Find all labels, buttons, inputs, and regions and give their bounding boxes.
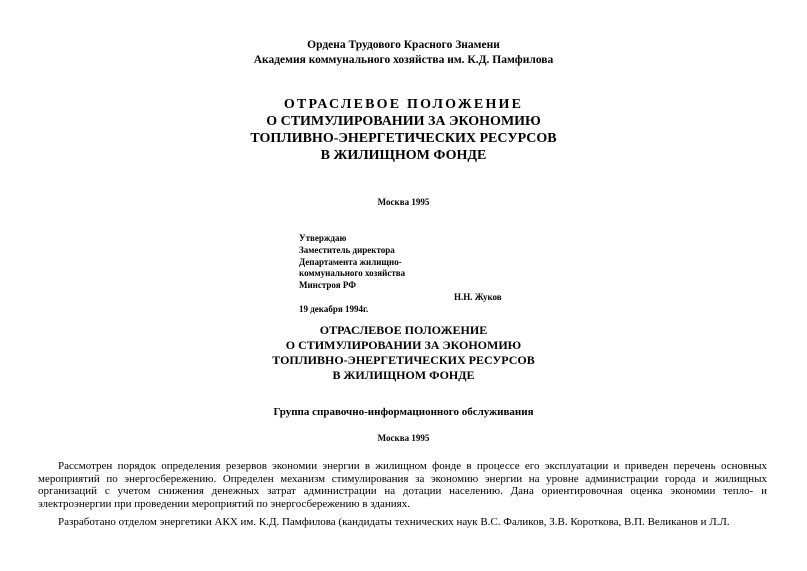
title-line-3: ТОПЛИВНО-ЭНЕРГЕТИЧЕСКИХ РЕСУРСОВ: [250, 131, 557, 146]
title-line-1: ОТРАСЛЕВОЕ ПОЛОЖЕНИЕ: [283, 97, 524, 112]
document-title-repeat: [0, 323, 807, 383]
city-year: Москва 1995: [377, 197, 430, 207]
title-repeat-line-1: ОТРАСЛЕВОЕ ПОЛОЖЕНИЕ: [319, 323, 488, 337]
title-repeat-line-2: О СТИМУЛИРОВАНИИ ЗА ЭКОНОМИЮ: [285, 338, 522, 352]
approval-line-4: коммунального хозяйства: [299, 268, 406, 279]
organization-header: [0, 38, 807, 68]
approval-block: [299, 233, 502, 316]
title-line-2: О СТИМУЛИРОВАНИИ ЗА ЭКОНОМИЮ: [266, 114, 541, 129]
title-repeat-line-4: В ЖИЛИЩНОМ ФОНДЕ: [332, 368, 475, 382]
approval-line-5: Минстроя РФ: [299, 280, 356, 291]
document-title: [0, 96, 807, 164]
title-repeat-line-3: ТОПЛИВНО-ЭНЕРГЕТИЧЕСКИХ РЕСУРСОВ: [272, 353, 535, 367]
approval-line-1: Утверждаю: [299, 233, 347, 243]
header-line-1: Ордена Трудового Красного Знамени: [307, 39, 500, 51]
group-line: Группа справочно-информационного обслуживания: [273, 406, 534, 418]
approval-line-2: Заместитель директора: [299, 244, 395, 255]
approval-signer: Н.Н. Жуков: [454, 291, 502, 302]
title-line-4: В ЖИЛИЩНОМ ФОНДЕ: [320, 148, 487, 163]
abstract-paragraph: Рассмотрен порядок определения резервов экономии энергии в жилищном фонде в процессе его эксплуатации и приведен перечень основных мероприятий по энергосбережению. Определен механизм стимулирования за экономию энергии на уровне администрации города и жилищных организаций с учетом снижения денежных затрат администрации на дотации населению. Дана ориентировочная оценка экономии тепло- и электроэнергии при проведении мероприятий по энергосбережению в зданиях.: [38, 460, 767, 510]
authors-paragraph: Разработано отделом энергетики АКХ им. К.Д. Памфилова (кандидаты технических наук В.С. Фаликов, З.В. Короткова, В.П. Великанов и Л.Л.: [58, 516, 730, 528]
approval-date: 19 декабря 1994г.: [299, 303, 369, 314]
city-year-2: Москва 1995: [377, 433, 430, 443]
approval-line-3: Департамента жилищно-: [299, 256, 402, 267]
header-line-2: Академия коммунального хозяйства им. К.Д. Памфилова: [253, 54, 554, 66]
